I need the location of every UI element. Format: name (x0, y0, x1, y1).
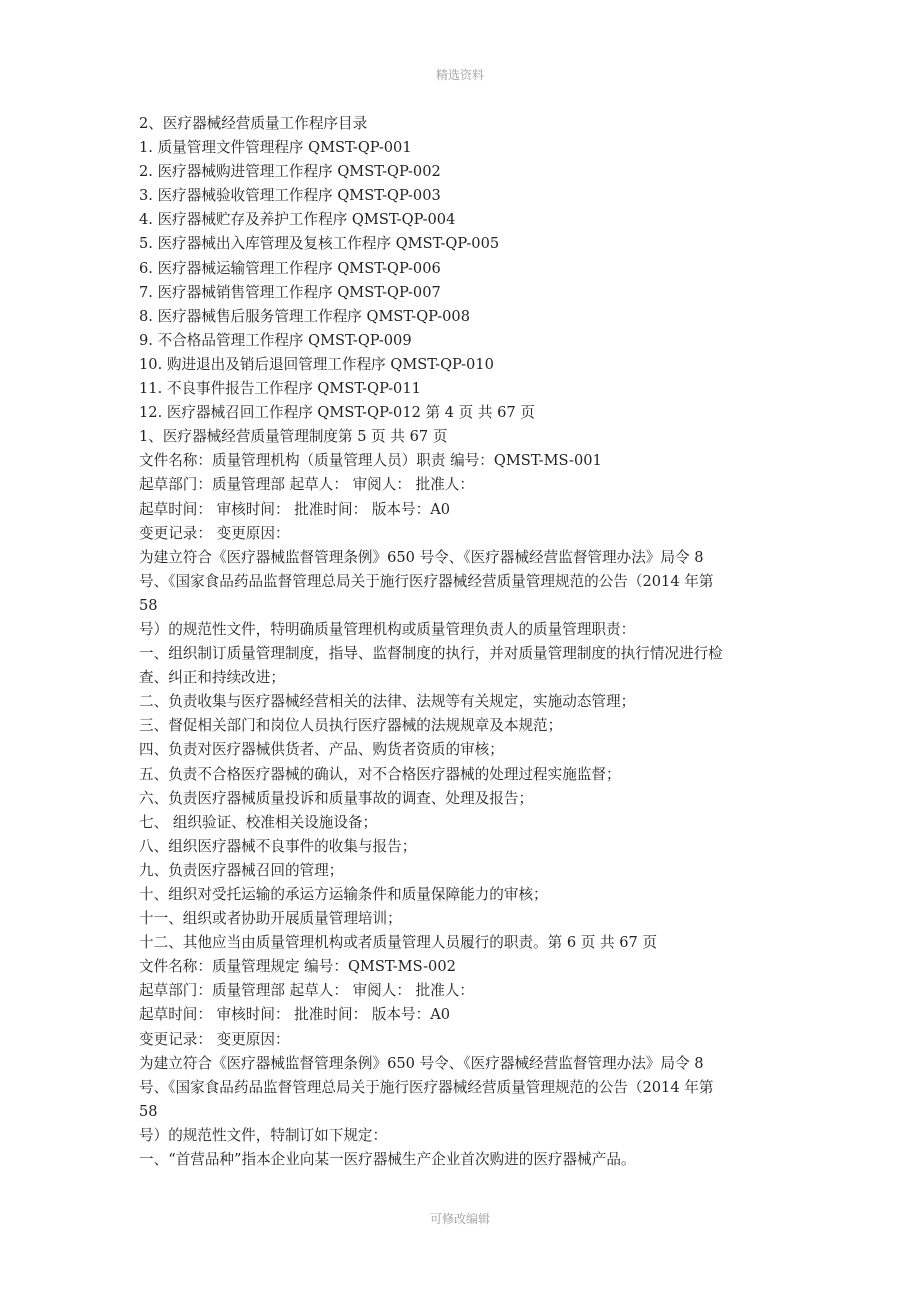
text-line: 2、医疗器械经营质量工作程序目录 (139, 115, 368, 132)
text-line: 号、《国家食品药品监督管理总局关于施行医疗器械经营质量管理规范的公告（2014 年第 (139, 572, 714, 590)
text-line: 七、 组织验证、校准相关设施设备； (139, 813, 378, 831)
text-line: 号）的规范性文件，特制订如下规定： (139, 1126, 388, 1144)
text-line: 起草时间： 审核时间： 批准时间： 版本号：A0 (139, 1006, 451, 1024)
text-line: 六、负责医疗器械质量投诉和质量事故的调查、处理及报告； (139, 789, 534, 807)
text-line: 十二、其他应当由质量管理机构或者质量管理人员履行的职责。第 6 页 共 67 页 (139, 934, 658, 952)
text-line: 变更记录： 变更原因： (139, 524, 290, 542)
text-line: 起草部门：质量管理部 起草人： 审阅人： 批准人： (139, 982, 474, 1000)
text-line: 起草时间： 审核时间： 批准时间： 版本号：A0 (139, 500, 451, 518)
text-line: 一、组织制订质量管理制度，指导、监督制度的执行，并对质量管理制度的执行情况进行检 (139, 645, 723, 663)
text-line: 一、“首营品种”指本企业向某一医疗器械生产企业首次购进的医疗器械产品。 (139, 1151, 636, 1169)
text-line: 号）的规范性文件，特明确质量管理机构或质量管理负责人的质量管理职责： (139, 620, 636, 638)
text-line: 三、督促相关部门和岗位人员执行医疗器械的法规规章及本规范； (139, 717, 563, 735)
text-line: 3. 医疗器械验收管理工作程序 QMST-QP-003 (139, 187, 441, 205)
text-line: 10. 购进退出及销后退回管理工作程序 QMST-QP-010 (139, 355, 494, 373)
text-line: 为建立符合《医疗器械监督管理条例》650 号令、《医疗器械经营监督管理办法》局令 8 (139, 1054, 704, 1072)
text-line: 十一、组织或者协助开展质量管理培训； (139, 910, 402, 928)
text-line: 1、医疗器械经营质量管理制度第 5 页 共 67 页 (139, 428, 448, 446)
text-line: 58 (139, 1102, 158, 1120)
text-line: 四、负责对医疗器械供货者、产品、购货者资质的审核； (139, 741, 504, 759)
text-line: 8. 医疗器械售后服务管理工作程序 QMST-QP-008 (139, 307, 470, 325)
text-line: 文件名称：质量管理规定 编号：QMST-MS-002 (139, 958, 456, 976)
text-line: 5. 医疗器械出入库管理及复核工作程序 QMST-QP-005 (139, 235, 500, 253)
text-line: 2. 医疗器械购进管理工作程序 QMST-QP-002 (139, 163, 441, 181)
document-body (139, 112, 789, 1172)
text-line: 1. 质量管理文件管理程序 QMST-QP-001 (139, 139, 412, 157)
text-line: 4. 医疗器械贮存及养护工作程序 QMST-QP-004 (139, 211, 456, 229)
text-line: 起草部门：质量管理部 起草人： 审阅人： 批准人： (139, 476, 474, 494)
text-line: 9. 不合格品管理工作程序 QMST-QP-009 (139, 331, 412, 349)
text-line: 八、组织医疗器械不良事件的收集与报告； (139, 837, 417, 855)
text-line: 变更记录： 变更原因： (139, 1030, 290, 1048)
text-line: 十、组织对受托运输的承运方运输条件和质量保障能力的审核； (139, 886, 548, 903)
text-line: 号、《国家食品药品监督管理总局关于施行医疗器械经营质量管理规范的公告（2014 年第 (139, 1078, 714, 1096)
text-line: 为建立符合《医疗器械监督管理条例》650 号令、《医疗器械经营监督管理办法》局令 8 (139, 548, 704, 566)
text-line: 五、负责不合格医疗器械的确认，对不合格医疗器械的处理过程实施监督； (139, 765, 621, 783)
text-line: 文件名称：质量管理机构（质量管理人员）职责 编号：QMST-MS-001 (139, 452, 602, 470)
page-footer-mark: 可修改编辑 (429, 1212, 490, 1226)
text-line: 11. 不良事件报告工作程序 QMST-QP-011 (139, 380, 421, 398)
text-line: 九、负责医疗器械召回的管理； (139, 861, 344, 879)
page-header-mark: 精选资料 (435, 68, 484, 82)
text-line: 6. 医疗器械运输管理工作程序 QMST-QP-006 (139, 259, 441, 277)
text-line: 7. 医疗器械销售管理工作程序 QMST-QP-007 (139, 283, 441, 301)
text-line: 58 (139, 596, 158, 614)
text-line: 二、负责收集与医疗器械经营相关的法律、法规等有关规定，实施动态管理； (139, 693, 636, 711)
text-line: 12. 医疗器械召回工作程序 QMST-QP-012 第 4 页 共 67 页 (139, 404, 535, 422)
text-line: 查、纠正和持续改进； (139, 669, 285, 687)
